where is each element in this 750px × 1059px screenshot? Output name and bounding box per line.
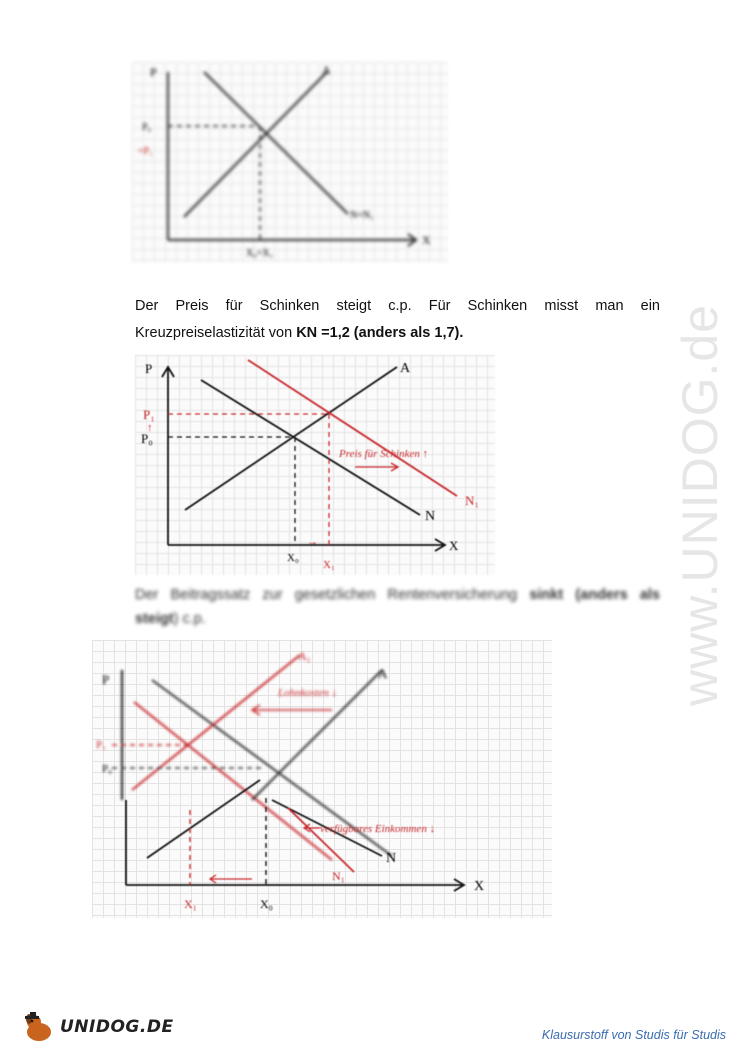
paragraph-2-line-2-text: ) c.p. <box>173 611 206 627</box>
paragraph-pension-line-2 <box>135 606 660 633</box>
supply-line <box>184 72 327 217</box>
paragraph-1-line-1: Der Preis für Schinken steigt c.p. Für Schinken misst man ein <box>135 298 660 314</box>
watermark-text: www.UNIDOG.de <box>672 304 728 706</box>
price2-label: =P₁ <box>138 146 153 157</box>
paragraph-pension <box>135 582 660 609</box>
supply-label: A <box>400 361 411 376</box>
quantity1-label: X₁ <box>184 897 197 911</box>
demand-new-label: N₁ <box>332 869 345 883</box>
quantity0-label: X₀ <box>260 897 273 911</box>
note-ham-price: Preis für Schinken ↑ <box>339 448 429 460</box>
quantity1-label: X₁ <box>323 559 335 571</box>
x-axis-label: X <box>449 538 459 553</box>
demand-new-line-lower <box>288 808 354 872</box>
dog-logo-icon <box>22 1010 56 1044</box>
supply-label: A <box>322 63 331 77</box>
paragraph-2-line-2-bold: steigt <box>135 611 174 627</box>
supply-label: A <box>378 666 388 681</box>
supply-line <box>147 780 260 858</box>
p-axis-label: P <box>150 65 157 79</box>
quantity0-label: X₀ <box>287 552 299 564</box>
paragraph-1-line-2-text: Kreuzpreiselastizität von <box>135 325 297 341</box>
paragraph-ham-price-line-2 <box>135 320 660 347</box>
paragraph-ham-price <box>135 293 660 320</box>
quantity-label: X₀=X₁ <box>246 248 274 259</box>
price-up-arrow: ↑ <box>147 422 153 434</box>
figure-3-market-diagram <box>92 640 552 918</box>
figure-1-market-diagram <box>132 62 448 262</box>
note-labor-cost: Lohnkosten ↓ <box>278 687 337 699</box>
price0-label: P₀ <box>102 763 112 775</box>
demand-label: N <box>425 509 436 524</box>
demand-label: N=N₁ <box>350 210 374 221</box>
watermark <box>665 280 735 730</box>
paragraph-1-line-2-bold: KN =1,2 (anders als 1,7). <box>296 325 464 341</box>
price1-label: P₁ <box>143 407 155 422</box>
demand-label: N <box>386 851 397 866</box>
figure-2-market-diagram <box>135 355 495 575</box>
demand-line <box>204 72 348 214</box>
price1-label: P₁ <box>96 739 106 751</box>
paragraph-2-line-1-bold: sinkt (anders als <box>529 587 660 603</box>
demand-new-line <box>134 702 332 860</box>
logo-text: UNIDOG.DE <box>60 1017 174 1037</box>
price-label: P₀ <box>142 122 152 133</box>
footer-logo[interactable] <box>22 1010 174 1044</box>
x-axis-label: X <box>474 879 485 894</box>
footer-tagline: Klausurstoff von Studis für Studis <box>541 1028 726 1042</box>
demand-new-label: N₁ <box>465 493 479 508</box>
supply-new-label: A₁ <box>298 649 311 663</box>
p-axis-label: P <box>145 361 153 376</box>
price0-label: P₀ <box>141 431 153 446</box>
note-disposable-income: verfügbares Einkommen ↓ <box>320 823 436 835</box>
quantity-arrow: → <box>307 536 318 548</box>
x-axis-label: X <box>422 233 431 247</box>
p-axis-label: P <box>102 672 110 687</box>
paragraph-2-line-1-text: Der Beitragssatz zur gesetzlichen Rentenversicherung <box>135 587 530 603</box>
